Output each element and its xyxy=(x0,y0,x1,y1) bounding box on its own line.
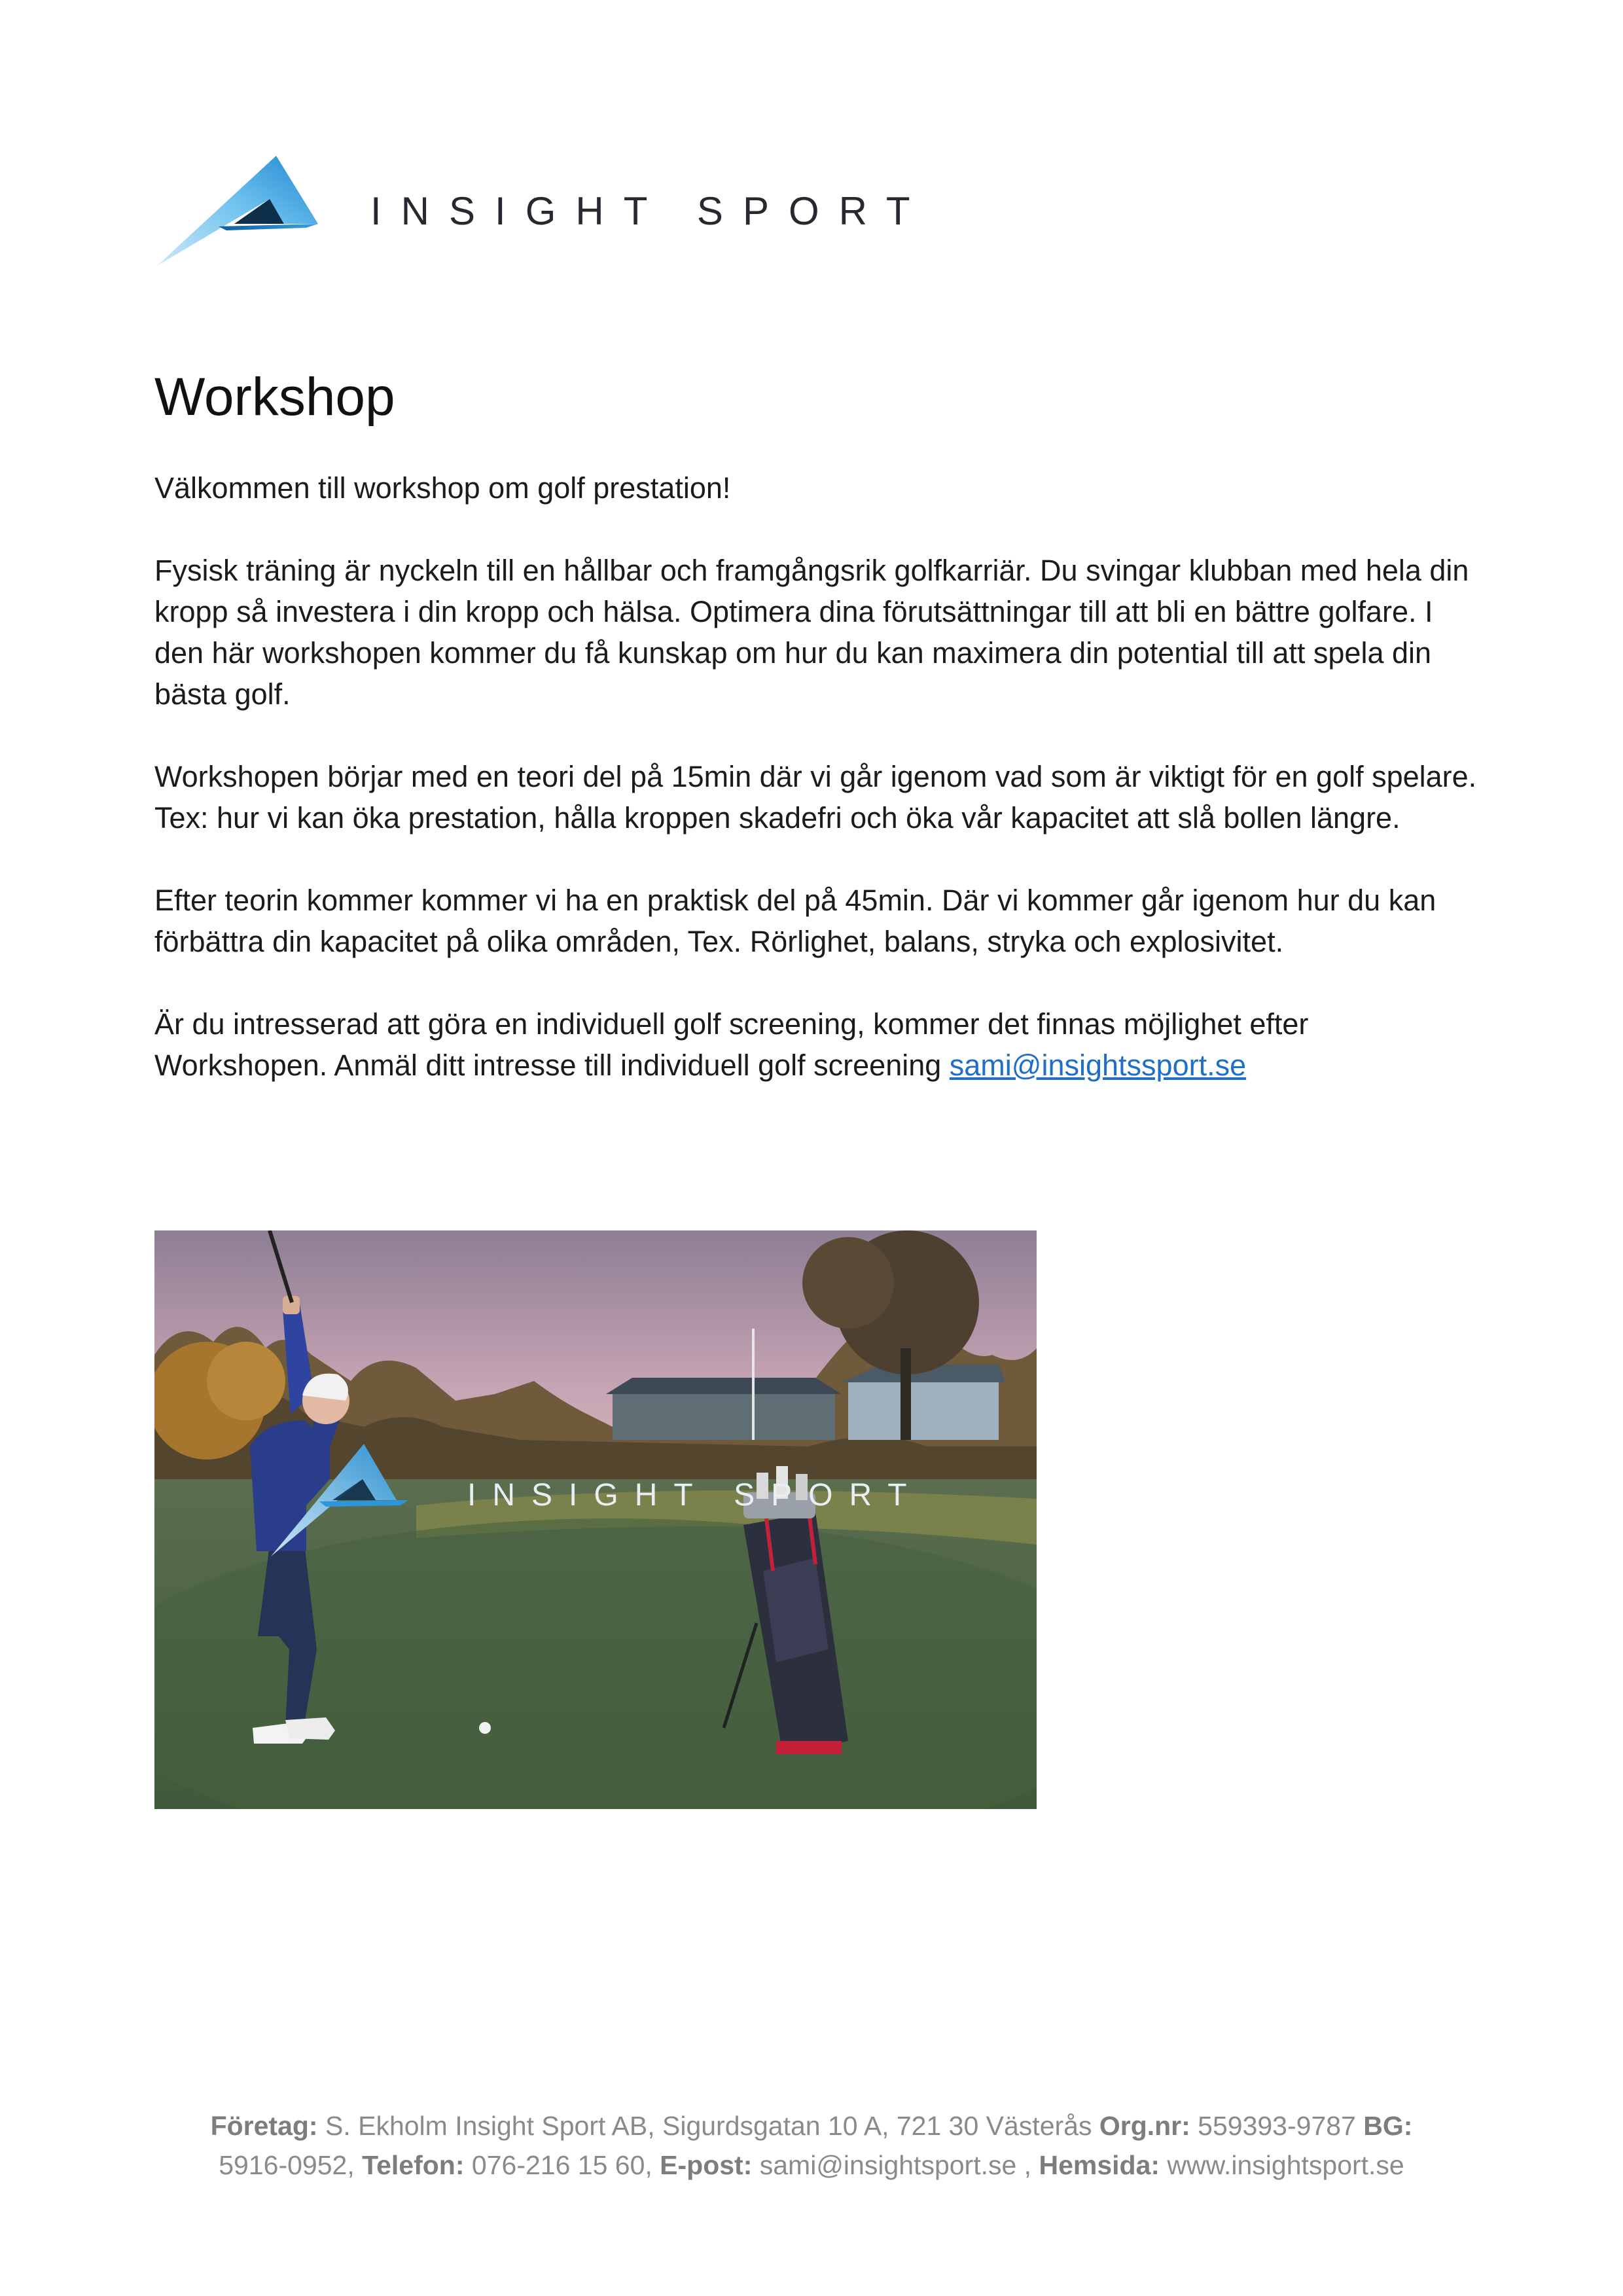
footer-company-label: Företag: xyxy=(210,2111,318,2141)
header xyxy=(154,153,940,268)
paragraph-practical: Efter teorin kommer kommer vi ha en praktisk del på 45min. Där vi kommer går igenom hur du kan förbättra din kapacitet på olika områden, Tex. Rörlighet, balans, stryka och explosivitet. xyxy=(154,884,1436,958)
footer-web-label: Hemsida: xyxy=(1039,2150,1160,2180)
golf-photo xyxy=(154,1230,1037,1809)
page-title: Workshop xyxy=(154,367,395,427)
document-body xyxy=(154,467,1489,1127)
footer-company-value: S. Ekholm Insight Sport AB, Sigurdsgatan 10 A, 721 30 Västerås xyxy=(317,2111,1099,2141)
brand-name: INSIGHT SPORT xyxy=(370,189,930,233)
paragraph-theory: Workshopen börjar med en teori del på 15min där vi går igenom vad som är viktigt för en golf spelare. Tex: hur vi kan öka prestation, hålla kroppen skadefri och öka vår kapacitet att slå bollen längre. xyxy=(154,760,1477,834)
footer-email-label: E-post: xyxy=(660,2150,753,2180)
overlay-brand: INSIGHT SPORT xyxy=(467,1478,923,1513)
insight-sport-logo-mark-icon xyxy=(154,153,325,268)
paragraph-screening: Är du intresserad att göra en individuell golf screening, kommer det finnas möjlighet efter Workshopen. Anmäl ditt intresse till individuell golf screening sami@insightssport.se xyxy=(154,1007,1309,1082)
footer-bg-value: 5916-0952, xyxy=(219,2150,363,2180)
email-link[interactable]: sami@insightssport.se xyxy=(949,1049,1247,1082)
footer-web-value: www.insightsport.se xyxy=(1160,2150,1404,2180)
footer-orgnr-value: 559393-9787 xyxy=(1190,2111,1364,2141)
footer-phone-value: 076-216 15 60, xyxy=(464,2150,660,2180)
golfer-image xyxy=(154,1230,1037,1809)
footer-phone-label: Telefon: xyxy=(362,2150,465,2180)
footer-email-value: sami@insightsport.se , xyxy=(752,2150,1039,2180)
footer-bg-label: BG: xyxy=(1363,2111,1413,2141)
paragraph-welcome: Välkommen till workshop om golf prestation! xyxy=(154,471,731,505)
footer xyxy=(154,2106,1469,2185)
paragraph-physical-training: Fysisk träning är nyckeln till en hållbar och framgångsrik golfkarriär. Du svingar klubban med hela din kropp så investera i din kropp och hälsa. Optimera dina förutsättningar till att bli en bättre golfare. I den här workshopen kommer du få kunskap om hur du kan maximera din potential till att spela din bästa golf. xyxy=(154,554,1469,711)
footer-orgnr-label: Org.nr: xyxy=(1099,2111,1190,2141)
